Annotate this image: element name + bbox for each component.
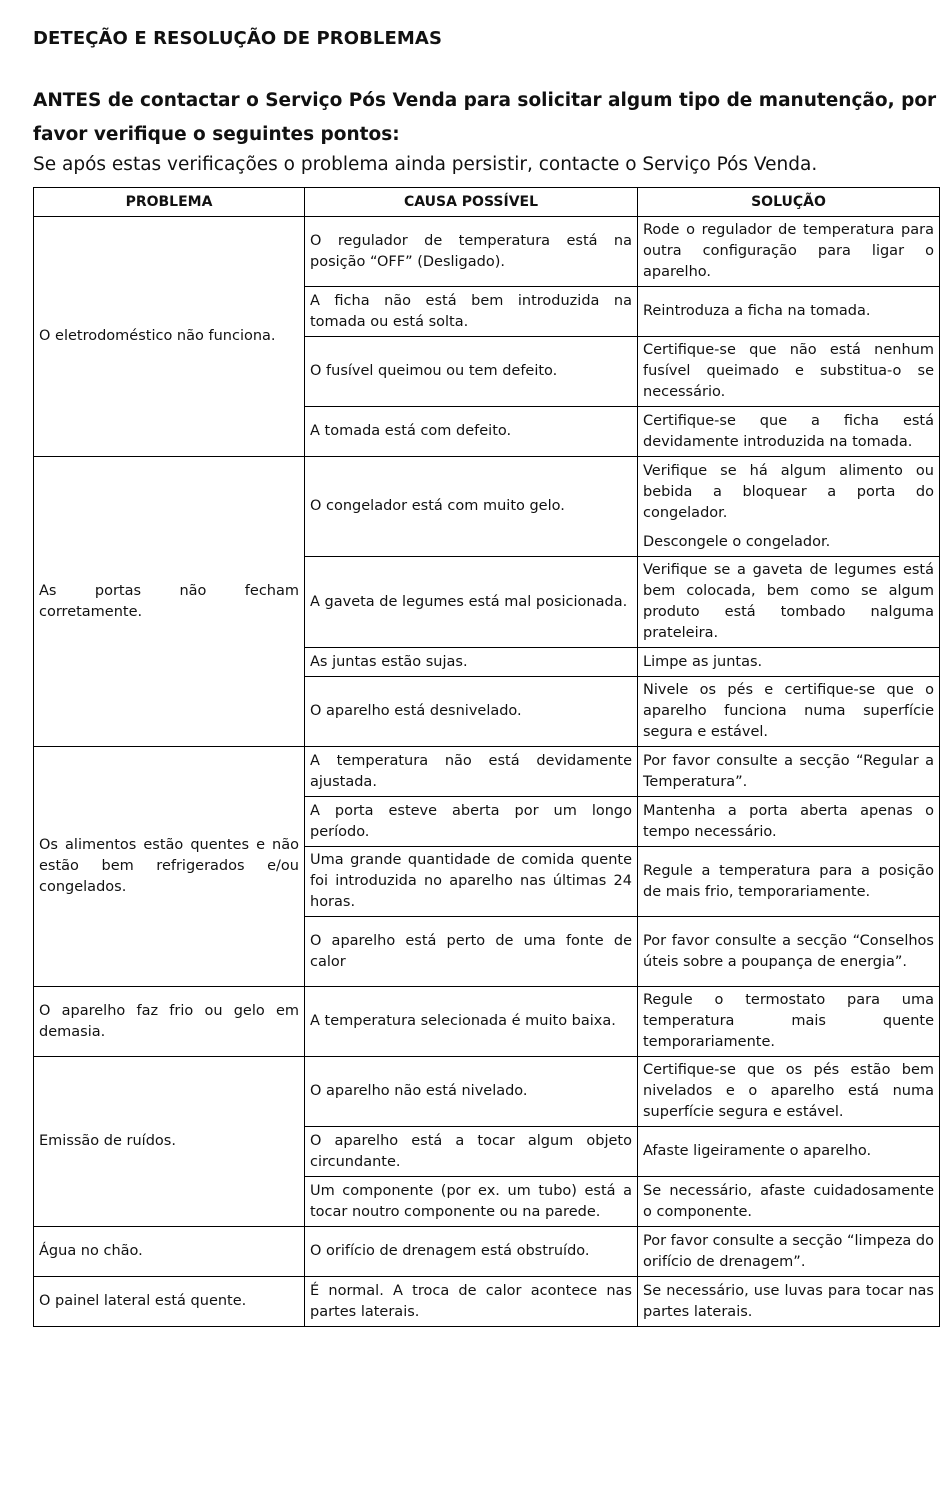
solution-cell: Rode o regulador de temperatura para outra configuração para ligar o aparelho. (638, 217, 940, 287)
header-problem: PROBLEMA (34, 188, 305, 217)
solution-cell: Se necessário, afaste cuidadosamente o componente. (638, 1177, 940, 1227)
solution-cell (638, 457, 940, 557)
cause-cell: Um componente (por ex. um tubo) está a tocar noutro componente ou na parede. (305, 1177, 638, 1227)
solution-cell: Regule o termostato para uma temperatura mais quente temporariamente. (638, 987, 940, 1057)
problem-cell: O painel lateral está quente. (34, 1277, 305, 1327)
table-row (34, 1227, 940, 1277)
problem-cell: Emissão de ruídos. (34, 1057, 305, 1227)
solution-cell: Mantenha a porta aberta apenas o tempo necessário. (638, 797, 940, 847)
solution-cell: Limpe as juntas. (638, 648, 940, 677)
solution-cell: Nivele os pés e certifique-se que o aparelho funciona numa superfície segura e estável. (638, 677, 940, 747)
solution-text: Verifique se há algum alimento ou bebida a bloquear a porta do congelador. (643, 462, 934, 521)
cause-cell: O aparelho está desnivelado. (305, 677, 638, 747)
solution-cell: Verifique se a gaveta de legumes está bem colocada, bem como se algum produto está tombado nalguma prateleira. (638, 557, 940, 648)
cause-cell: A ficha não está bem introduzida na tomada ou está solta. (305, 287, 638, 337)
cause-cell: As juntas estão sujas. (305, 648, 638, 677)
problem-cell: O eletrodoméstico não funciona. (34, 217, 305, 457)
cause-cell: Uma grande quantidade de comida quente foi introduzida no aparelho nas últimas 24 horas. (305, 847, 638, 917)
cause-cell: O congelador está com muito gelo. (305, 457, 638, 557)
troubleshooting-table (33, 187, 940, 1327)
problem-cell: As portas não fecham corretamente. (34, 457, 305, 747)
cause-cell: A tomada está com defeito. (305, 407, 638, 457)
solution-text-secondary: Descongele o congelador. (643, 533, 831, 550)
section-title: DETEÇÃO E RESOLUÇÃO DE PROBLEMAS (33, 28, 443, 49)
cause-cell: A gaveta de legumes está mal posicionada. (305, 557, 638, 648)
cause-cell: O aparelho não está nivelado. (305, 1057, 638, 1127)
intro-instructions: ANTES de contactar o Serviço Pós Venda para solicitar algum tipo de manutenção, por favor verifique o seguintes pontos: (33, 90, 937, 145)
cause-cell: O orifício de drenagem está obstruído. (305, 1227, 638, 1277)
solution-cell: Afaste ligeiramente o aparelho. (638, 1127, 940, 1177)
solution-cell: Regule a temperatura para a posição de mais frio, temporariamente. (638, 847, 940, 917)
cause-cell: A temperatura selecionada é muito baixa. (305, 987, 638, 1057)
cause-cell: O regulador de temperatura está na posição “OFF” (Desligado). (305, 217, 638, 287)
cause-cell: É normal. A troca de calor acontece nas partes laterais. (305, 1277, 638, 1327)
solution-cell: Por favor consulte a secção “Regular a Temperatura”. (638, 747, 940, 797)
cause-cell: O fusível queimou ou tem defeito. (305, 337, 638, 407)
table-row (34, 747, 940, 797)
solution-cell: Certifique-se que os pés estão bem nivelados e o aparelho está numa superfície segura e estável. (638, 1057, 940, 1127)
cause-cell: A temperatura não está devidamente ajustada. (305, 747, 638, 797)
problem-cell: Água no chão. (34, 1227, 305, 1277)
solution-cell: Certifique-se que a ficha está devidamente introduzida na tomada. (638, 407, 940, 457)
solution-cell: Reintroduza a ficha na tomada. (638, 287, 940, 337)
header-solution: SOLUÇÃO (638, 188, 940, 217)
problem-cell: Os alimentos estão quentes e não estão bem refrigerados e/ou congelados. (34, 747, 305, 987)
solution-cell: Por favor consulte a secção “Conselhos úteis sobre a poupança de energia”. (638, 917, 940, 987)
table-row (34, 1277, 940, 1327)
table-row (34, 457, 940, 557)
problem-cell: O aparelho faz frio ou gelo em demasia. (34, 987, 305, 1057)
cause-cell: A porta esteve aberta por um longo período. (305, 797, 638, 847)
header-cause: CAUSA POSSÍVEL (305, 188, 638, 217)
cause-cell: O aparelho está a tocar algum objeto circundante. (305, 1127, 638, 1177)
solution-cell: Por favor consulte a secção “limpeza do orifício de drenagem”. (638, 1227, 940, 1277)
intro-note: Se após estas verificações o problema ainda persistir, contacte o Serviço Pós Venda. (33, 154, 818, 175)
table-row (34, 217, 940, 287)
solution-cell: Se necessário, use luvas para tocar nas partes laterais. (638, 1277, 940, 1327)
table-row (34, 987, 940, 1057)
cause-cell: O aparelho está perto de uma fonte de calor (305, 917, 638, 987)
solution-cell: Certifique-se que não está nenhum fusível queimado e substitua-o se necessário. (638, 337, 940, 407)
table-row (34, 1057, 940, 1127)
table-header-row (34, 188, 940, 217)
